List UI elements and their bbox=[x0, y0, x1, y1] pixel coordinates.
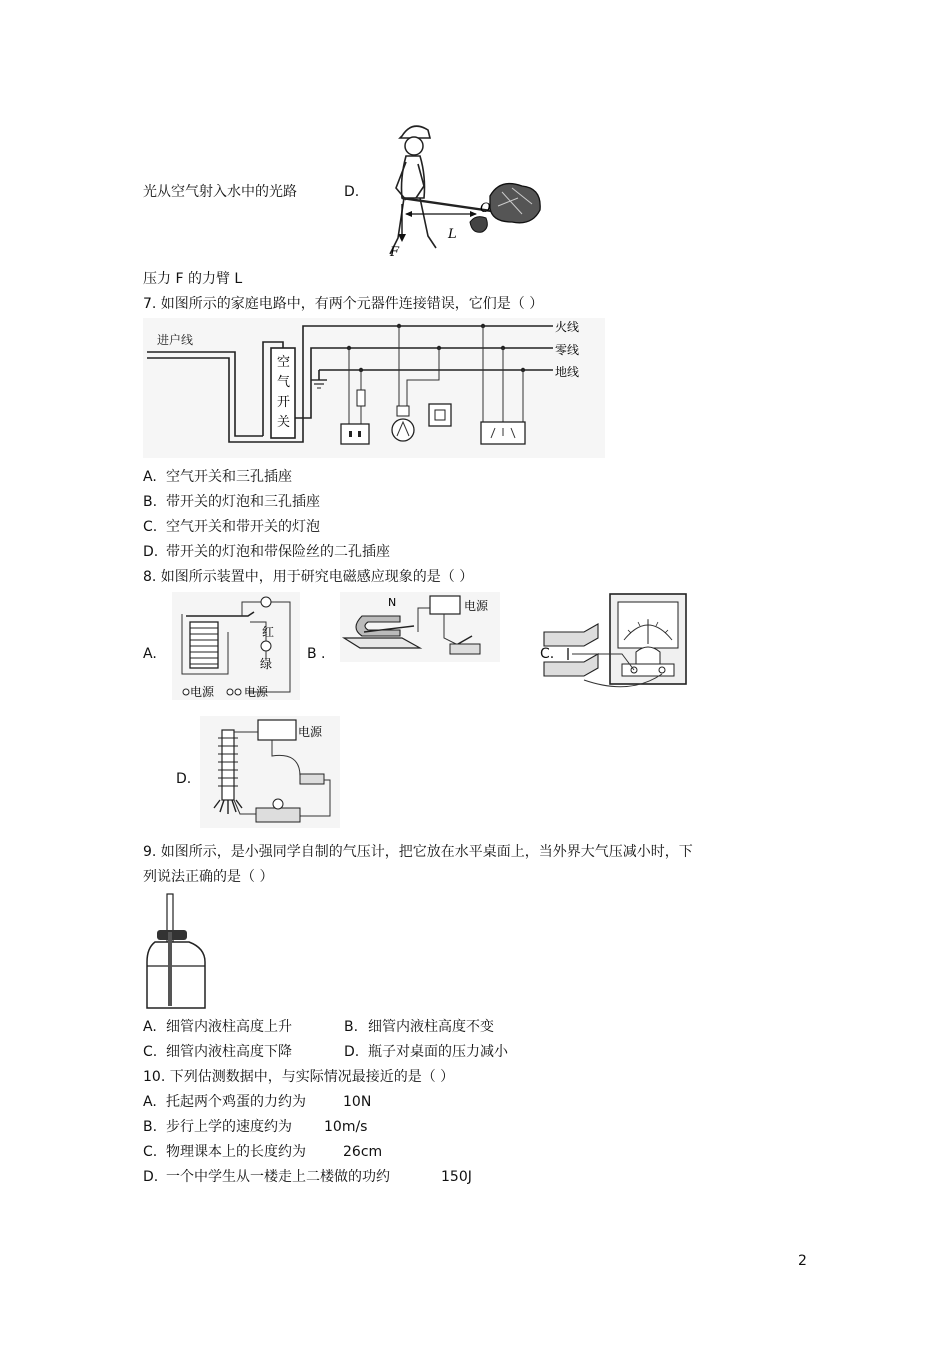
q6-lever-figure bbox=[372, 118, 550, 260]
q7-option-d-text: 带开关的灯泡和带保险丝的二孔插座 bbox=[166, 544, 390, 560]
q8-a-label-power-1: 电源 bbox=[190, 685, 215, 699]
q7-circuit-figure bbox=[143, 318, 605, 458]
q10-option-c-letter: C. bbox=[143, 1144, 158, 1160]
q10-option-b-value: 10m/s bbox=[324, 1119, 368, 1135]
q9-option-a-text: 细管内液柱高度上升 bbox=[166, 1019, 292, 1035]
q8-a-label-red: 红 bbox=[262, 625, 275, 639]
q6-fig-label-f: F bbox=[390, 245, 400, 260]
q7-option-d-letter: D. bbox=[143, 544, 159, 560]
q10-option-c-value: 26cm bbox=[343, 1144, 383, 1160]
q7-breaker-char-0: 空 bbox=[277, 355, 291, 370]
q6-fig-label-l: L bbox=[448, 227, 457, 242]
q8-b-label-n: N bbox=[388, 596, 397, 609]
q8-option-d-letter: D. bbox=[176, 771, 192, 787]
q7-option-a-text: 空气开关和三孔插座 bbox=[166, 469, 292, 485]
q6-fig-label-o: O bbox=[480, 201, 491, 216]
q9-stem-line2: 列说法正确的是（ ） bbox=[143, 869, 274, 885]
q10-option-a-text: 托起两个鸡蛋的力约为 bbox=[166, 1094, 306, 1110]
q8-d-label-power: 电源 bbox=[298, 725, 323, 739]
q10-option-b-letter: B. bbox=[143, 1119, 158, 1135]
q6-option-d-letter: D. bbox=[344, 184, 360, 200]
q7-breaker-char-2: 开 bbox=[277, 395, 291, 410]
q8-stem: 8. 如图所示装置中，用于研究电磁感应现象的是（ ） bbox=[143, 569, 474, 585]
page-number: 2 bbox=[798, 1253, 807, 1269]
q8-option-a-letter: A. bbox=[143, 646, 157, 662]
q9-option-a-letter: A. bbox=[143, 1019, 157, 1035]
q8-a-label-power-2: 电源 bbox=[244, 685, 269, 699]
q9-option-c-text: 细管内液柱高度下降 bbox=[166, 1044, 292, 1060]
q7-breaker-char-3: 关 bbox=[277, 415, 291, 430]
q8-figure-b-conductor-rail bbox=[340, 592, 500, 662]
q7-label-ground: 地线 bbox=[555, 365, 580, 379]
q8-option-c-letter: C. bbox=[540, 646, 555, 662]
q10-stem: 10. 下列估测数据中，与实际情况最接近的是（ ） bbox=[143, 1069, 455, 1085]
q8-b-label-power: 电源 bbox=[464, 599, 489, 613]
q7-option-b-letter: B. bbox=[143, 494, 158, 510]
q9-option-b-letter: B. bbox=[344, 1019, 359, 1035]
q8-a-label-green: 绿 bbox=[260, 657, 273, 671]
q10-option-d-letter: D. bbox=[143, 1169, 159, 1185]
q10-option-b-text: 步行上学的速度约为 bbox=[166, 1119, 292, 1135]
q7-option-a-letter: A. bbox=[143, 469, 157, 485]
q8-figure-a-relay bbox=[172, 592, 300, 700]
q9-stem-line1: 9. 如图所示，是小强同学自制的气压计，把它放在水平桌面上，当外界大气压减小时，下 bbox=[143, 844, 693, 860]
q8-option-b-letter: B . bbox=[307, 646, 326, 662]
q7-breaker-char-1: 气 bbox=[277, 375, 291, 390]
q9-option-d-text: 瓶子对桌面的压力减小 bbox=[368, 1044, 508, 1060]
q7-stem: 7. 如图所示的家庭电路中，有两个元器件连接错误，它们是（ ） bbox=[143, 296, 544, 312]
q9-option-d-letter: D. bbox=[344, 1044, 360, 1060]
q6-option-d-caption: 压力 F 的力臂 L bbox=[143, 271, 243, 287]
q7-label-entry: 进户线 bbox=[157, 333, 194, 347]
q6-option-c-text: 光从空气射入水中的光路 bbox=[143, 184, 297, 200]
q10-option-d-value: 150J bbox=[441, 1169, 472, 1185]
q7-option-b-text: 带开关的灯泡和三孔插座 bbox=[166, 494, 320, 510]
q10-option-c-text: 物理课本上的长度约为 bbox=[166, 1144, 306, 1160]
q7-option-c-text: 空气开关和带开关的灯泡 bbox=[166, 519, 320, 535]
q10-option-a-value: 10N bbox=[343, 1094, 372, 1110]
q7-option-c-letter: C. bbox=[143, 519, 158, 535]
q10-option-d-text: 一个中学生从一楼走上二楼做的功约 bbox=[166, 1169, 390, 1185]
q9-option-b-text: 细管内液柱高度不变 bbox=[368, 1019, 494, 1035]
q9-option-c-letter: C. bbox=[143, 1044, 158, 1060]
q8-figure-c-galvanometer bbox=[540, 592, 692, 704]
q7-label-neutral: 零线 bbox=[555, 343, 580, 357]
q9-barometer-bottle-figure bbox=[143, 892, 223, 1014]
q7-label-live: 火线 bbox=[555, 320, 580, 334]
q10-option-a-letter: A. bbox=[143, 1094, 157, 1110]
q8-figure-d-electromagnet bbox=[200, 716, 340, 828]
